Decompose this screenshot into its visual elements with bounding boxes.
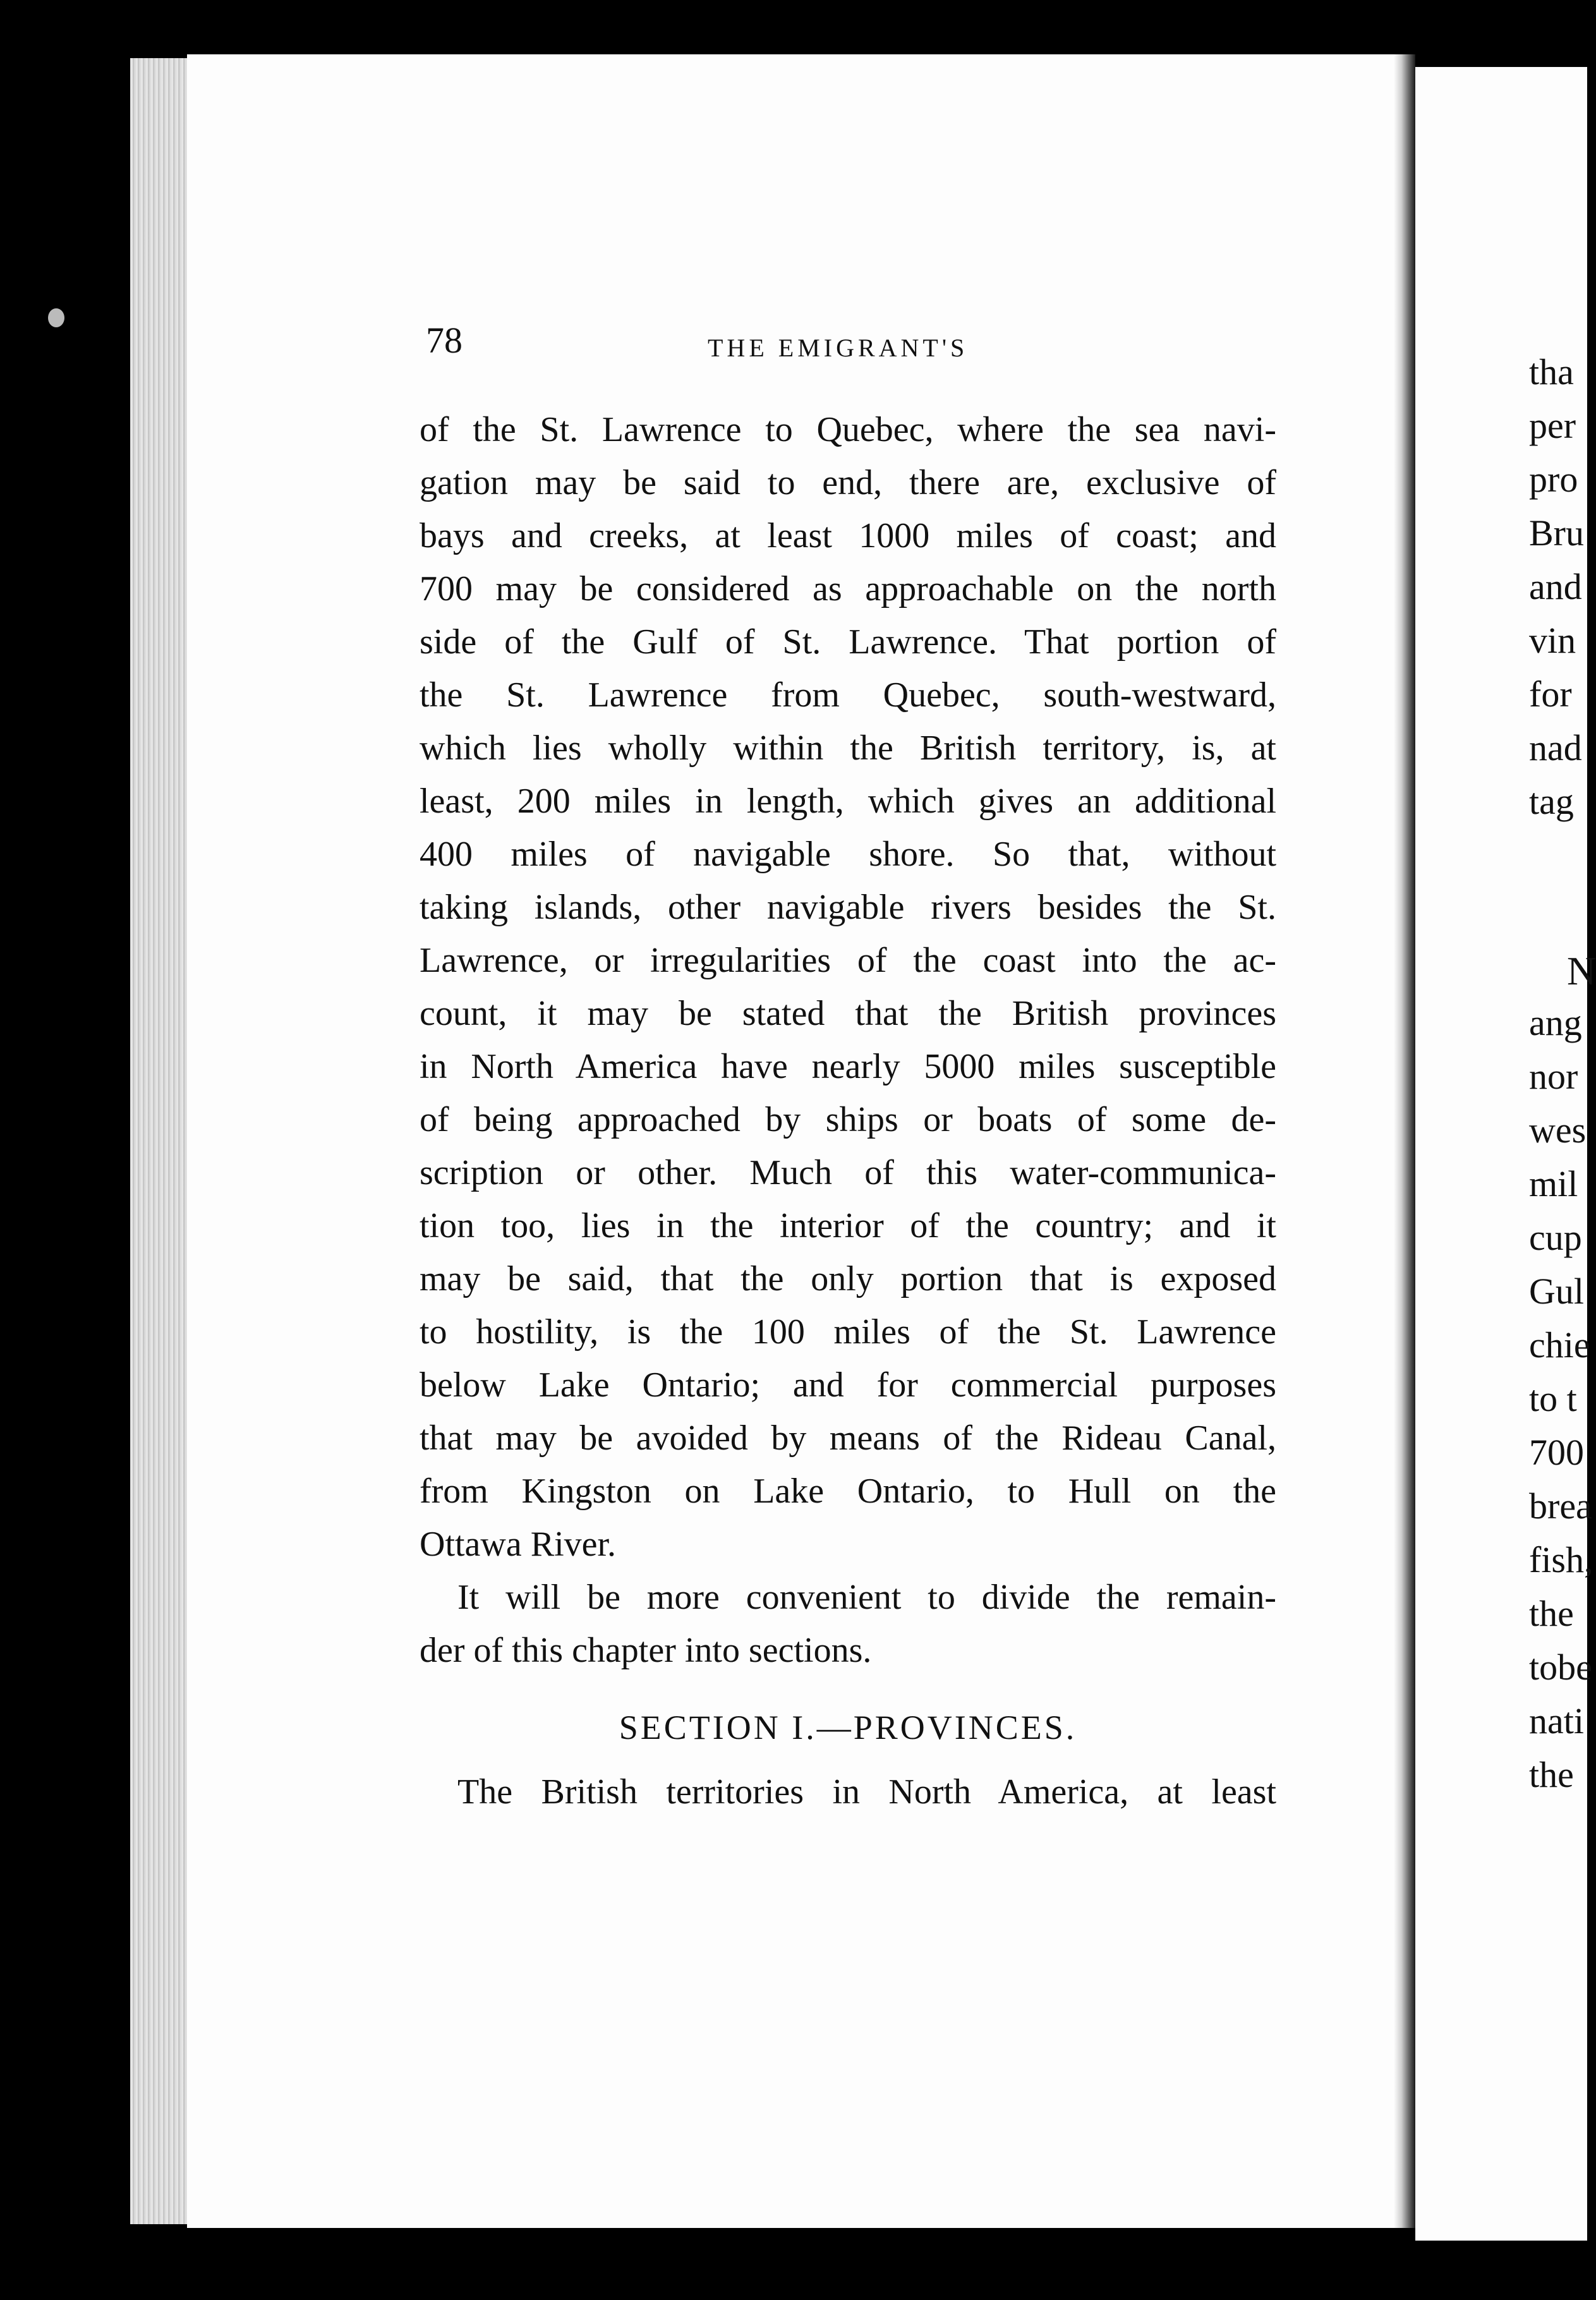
body-text — [420, 403, 1276, 1819]
paragraph-3 — [420, 1765, 1276, 1819]
facing-page-line: nad — [1529, 727, 1582, 768]
text-line: of being approached by ships or boats of some de- — [420, 1100, 1276, 1139]
text-line: bays and creeks, at least 1000 miles of coast; and — [420, 516, 1276, 555]
facing-page-line: nor — [1529, 1056, 1578, 1097]
facing-page-line: tobe — [1529, 1647, 1592, 1688]
facing-page-line: fish, — [1529, 1539, 1593, 1580]
book-page-edges — [130, 58, 191, 2224]
facing-page-line: Bru — [1529, 512, 1584, 554]
facing-page-line: and — [1529, 566, 1582, 607]
facing-page-line: tha — [1529, 351, 1574, 392]
facing-page-line: pro — [1529, 459, 1578, 500]
text-line: scription or other. Much of this water-communica- — [420, 1153, 1276, 1192]
page-number: 78 — [426, 320, 462, 361]
text-line: of the St. Lawrence to Quebec, where the sea navi- — [420, 410, 1276, 449]
facing-page-line: brea — [1529, 1486, 1592, 1527]
text-line: tion too, lies in the interior of the country; and it — [420, 1206, 1276, 1245]
section-heading: SECTION I.—PROVINCES. — [619, 1709, 1077, 1746]
facing-page — [1415, 67, 1596, 2241]
text-line: 400 miles of navigable shore. So that, without — [420, 835, 1276, 874]
text-line: side of the Gulf of St. Lawrence. That portion of — [420, 622, 1276, 662]
facing-page-line: tag — [1529, 781, 1574, 822]
text-line: least, 200 miles in length, which gives an additional — [420, 782, 1276, 821]
paragraph-1 — [420, 403, 1276, 1571]
text-line: to hostility, is the 100 miles of the St. Lawrence — [420, 1312, 1276, 1352]
facing-page-line: ang — [1529, 1002, 1582, 1043]
text-line: The British territories in North America, at least — [457, 1772, 1276, 1812]
text-line: may be said, that the only portion that is exposed — [420, 1259, 1276, 1298]
paragraph-2 — [420, 1571, 1276, 1677]
facing-page-line: Gul — [1529, 1271, 1584, 1312]
facing-page-line: to t — [1529, 1378, 1577, 1419]
facing-page-line: for — [1529, 674, 1572, 715]
text-line: taking islands, other navigable rivers besides the St. — [420, 888, 1276, 927]
text-line: 700 may be considered as approachable on the north — [420, 569, 1276, 608]
running-head — [0, 319, 1587, 370]
text-line: der of this chapter into sections. — [420, 1631, 872, 1670]
book-gutter — [1394, 54, 1415, 2228]
running-title: THE EMIGRANT'S — [708, 334, 969, 362]
text-line: which lies wholly within the British territory, is, at — [420, 729, 1276, 768]
text-line: that may be avoided by means of the Rideau Canal, — [420, 1419, 1276, 1458]
facing-page-line: mil — [1529, 1163, 1578, 1204]
text-line: below Lake Ontario; and for commercial purposes — [420, 1365, 1276, 1405]
facing-page-line: cup — [1529, 1217, 1582, 1258]
text-line: Ottawa River. — [420, 1525, 617, 1564]
facing-page-line: the — [1529, 1593, 1574, 1634]
text-line: It will be more convenient to divide the remain- — [457, 1578, 1276, 1617]
text-line: the St. Lawrence from Quebec, south-westward, — [420, 675, 1276, 715]
facing-page-line: wes — [1529, 1110, 1587, 1151]
facing-page-line: nati — [1529, 1700, 1584, 1741]
text-line: count, it may be stated that the British provinces — [420, 994, 1276, 1033]
facing-page-line: the — [1529, 1754, 1574, 1795]
facing-page-line: per — [1529, 405, 1576, 446]
text-line: Lawrence, or irregularities of the coast into the ac- — [420, 941, 1276, 980]
text-line: from Kingston on Lake Ontario, to Hull on the — [420, 1472, 1276, 1511]
text-line: gation may be said to end, there are, exclusive of — [420, 463, 1276, 502]
text-line: in North America have nearly 5000 miles susceptible — [420, 1047, 1276, 1086]
facing-page-line: chie — [1529, 1324, 1590, 1365]
facing-page-line: 700 — [1529, 1432, 1584, 1473]
facing-page-line: N — [1567, 948, 1596, 993]
facing-page-line: vin — [1529, 620, 1576, 661]
